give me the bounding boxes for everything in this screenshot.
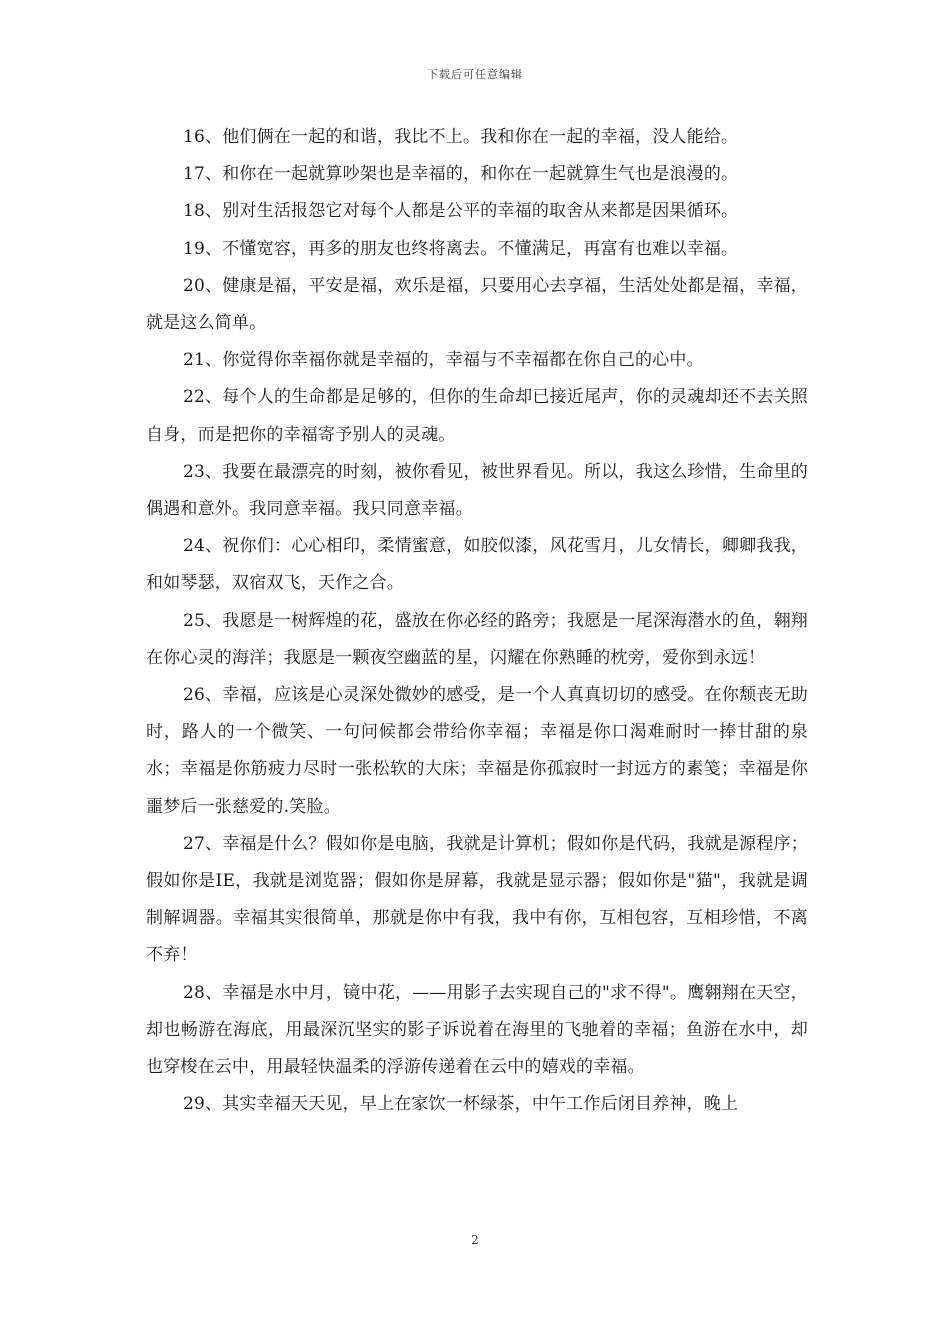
paragraph-24: 24、祝你们：心心相印，柔情蜜意，如胶似漆，风花雪月，儿女情长，卿卿我我，和如琴瑟，双宿双飞，天作之合。	[146, 536, 808, 594]
paragraph-17: 17、和你在一起就算吵架也是幸福的，和你在一起就算生气也是浪漫的。	[183, 164, 739, 185]
paragraph-18: 18、别对生活报怨它对每个人都是公平的幸福的取舍从来都是因果循环。	[183, 201, 739, 222]
page-header: 下载后可任意编辑	[427, 68, 523, 81]
page-number: 2	[471, 1233, 479, 1247]
paragraph-19: 19、不懂宽容，再多的朋友也终将离去。不懂满足，再富有也难以幸福。	[183, 238, 739, 259]
paragraph-29: 29、其实幸福天天见，早上在家饮一杯绿茶，中午工作后闭目养神，晚上	[183, 1094, 739, 1115]
paragraph-21: 21、你觉得你幸福你就是幸福的，幸福与不幸福都在你自己的心中。	[183, 350, 704, 371]
paragraph-23: 23、我要在最漂亮的时刻，被你看见，被世界看见。所以，我这么珍惜，生命里的偶遇和意外。我同意幸福。我只同意幸福。	[146, 461, 808, 520]
document-body	[146, 119, 808, 1123]
paragraph-25: 25、我愿是一树辉煌的花，盛放在你必经的路旁；我愿是一尾深海潜水的鱼，翱翔在你心灵的海洋；我愿是一颗夜空幽蓝的星，闪耀在你熟睡的枕旁，爱你到永远！	[146, 610, 808, 668]
paragraph-22: 22、每个人的生命都是足够的，但你的生命却已接近尾声，你的灵魂却还不去关照自身，而是把你的幸福寄予别人的灵魂。	[146, 387, 808, 445]
paragraph-20: 20、健康是福，平安是福，欢乐是福，只要用心去享福，生活处处都是福，幸福，就是这么简单。	[146, 275, 808, 334]
paragraph-16: 16、他们俩在一起的和谐，我比不上。我和你在一起的幸福，没人能给。	[183, 127, 739, 147]
paragraph-27: 27、幸福是什么？假如你是电脑，我就是计算机；假如你是代码，我就是源程序；假如你是IE，我就是浏览器；假如你是屏幕，我就是显示器；假如你是"猫"，我就是调制解调器。幸福其实很简单，那就是你中有我，我中有你，互相包容，互相珍惜，不离不弃！	[146, 833, 808, 966]
paragraph-28: 28、幸福是水中月，镜中花，——用影子去实现自己的"求不得"。鹰翱翔在天空，却也畅游在海底，用最深沉坚实的影子诉说着在海里的飞驰着的幸福；鱼游在水中，却也穿梭在云中，用最轻快温柔的浮游传递着在云中的嬉戏的幸福。	[146, 982, 808, 1078]
paragraph-26: 26、幸福，应该是心灵深处微妙的感受，是一个人真真切切的感受。在你颓丧无助时，路人的一个微笑、一句问候都会带给你幸福；幸福是你口渴难耐时一捧甘甜的泉水；幸福是你筋疲力尽时一张松软的大床；幸福是你孤寂时一封远方的素笺；幸福是你噩梦后一张慈爱的.笑脸。	[146, 685, 808, 817]
